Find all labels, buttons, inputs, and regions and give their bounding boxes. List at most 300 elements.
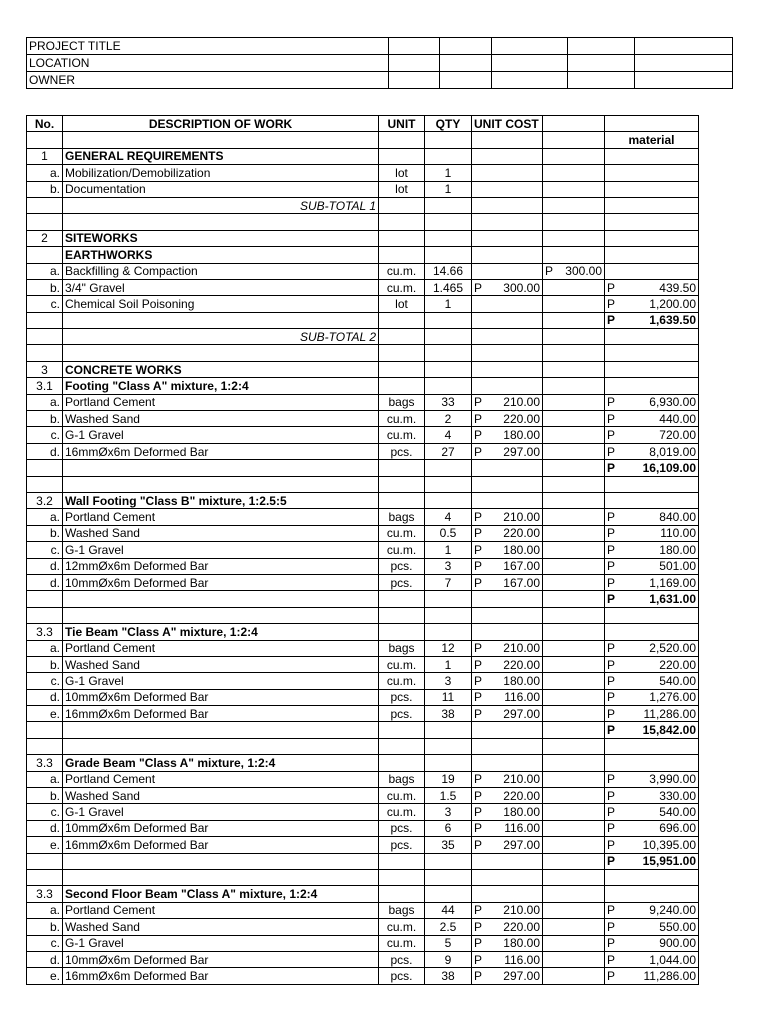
- item-extra-cost[interactable]: [543, 574, 605, 590]
- item-description[interactable]: [63, 853, 379, 869]
- item-material[interactable]: [605, 640, 699, 656]
- item-no[interactable]: b.: [27, 788, 63, 804]
- item-unit-cost[interactable]: [472, 771, 543, 787]
- item-description[interactable]: [63, 460, 379, 476]
- item-extra-cost[interactable]: [543, 869, 605, 885]
- item-description[interactable]: Chemical Soil Poisoning: [63, 296, 379, 312]
- item-material[interactable]: [605, 820, 699, 836]
- item-material[interactable]: [605, 296, 699, 312]
- item-unit-cost[interactable]: [472, 542, 543, 558]
- item-extra-cost[interactable]: [543, 214, 605, 230]
- item-no[interactable]: [27, 312, 63, 328]
- item-material[interactable]: [605, 853, 699, 869]
- item-unit[interactable]: [379, 148, 425, 164]
- item-unit-cost[interactable]: [472, 919, 543, 935]
- item-material[interactable]: [605, 951, 699, 967]
- col-header-unit[interactable]: UNIT: [379, 116, 425, 132]
- item-material[interactable]: [605, 607, 699, 623]
- item-no[interactable]: c.: [27, 804, 63, 820]
- item-extra-cost[interactable]: [543, 411, 605, 427]
- item-extra-cost[interactable]: [543, 968, 605, 984]
- item-unit[interactable]: [379, 869, 425, 885]
- item-no[interactable]: c.: [27, 427, 63, 443]
- item-material[interactable]: [605, 279, 699, 295]
- item-description[interactable]: GENERAL REQUIREMENTS: [63, 148, 379, 164]
- item-qty[interactable]: 5: [425, 935, 472, 951]
- item-unit-cost[interactable]: [472, 197, 543, 213]
- item-extra-cost[interactable]: [543, 673, 605, 689]
- item-unit-cost[interactable]: [472, 706, 543, 722]
- item-material[interactable]: [605, 443, 699, 459]
- item-material[interactable]: [605, 804, 699, 820]
- item-no[interactable]: d.: [27, 951, 63, 967]
- item-no[interactable]: 3: [27, 361, 63, 377]
- item-description[interactable]: [63, 312, 379, 328]
- item-qty[interactable]: [425, 738, 472, 754]
- item-description[interactable]: 10mmØx6m Deformed Bar: [63, 951, 379, 967]
- item-extra-cost[interactable]: [543, 165, 605, 181]
- item-no[interactable]: 3.1: [27, 378, 63, 394]
- item-unit-cost[interactable]: [472, 427, 543, 443]
- item-description[interactable]: 16mmØx6m Deformed Bar: [63, 968, 379, 984]
- item-extra-cost[interactable]: [543, 263, 605, 279]
- item-qty[interactable]: [425, 378, 472, 394]
- item-unit[interactable]: bags: [379, 394, 425, 410]
- col-header-material[interactable]: material: [605, 132, 699, 148]
- item-unit-cost[interactable]: [472, 951, 543, 967]
- item-extra-cost[interactable]: [543, 181, 605, 197]
- item-no[interactable]: [27, 607, 63, 623]
- item-unit-cost[interactable]: [472, 968, 543, 984]
- item-unit[interactable]: cu.m.: [379, 804, 425, 820]
- item-no[interactable]: 3.3: [27, 624, 63, 640]
- item-unit[interactable]: pcs.: [379, 574, 425, 590]
- item-description[interactable]: Wall Footing "Class B" mixture, 1:2.5:5: [63, 492, 379, 508]
- item-description[interactable]: SITEWORKS: [63, 230, 379, 246]
- item-unit[interactable]: lot: [379, 165, 425, 181]
- item-material[interactable]: [605, 525, 699, 541]
- item-unit[interactable]: [379, 607, 425, 623]
- item-description[interactable]: 10mmØx6m Deformed Bar: [63, 820, 379, 836]
- item-qty[interactable]: 4: [425, 509, 472, 525]
- item-description[interactable]: 3/4" Gravel: [63, 279, 379, 295]
- item-extra-cost[interactable]: [543, 345, 605, 361]
- item-unit[interactable]: [379, 460, 425, 476]
- item-unit-cost[interactable]: [472, 574, 543, 590]
- item-unit-cost[interactable]: [472, 820, 543, 836]
- item-extra-cost[interactable]: [543, 279, 605, 295]
- item-unit[interactable]: bags: [379, 640, 425, 656]
- item-description[interactable]: [63, 591, 379, 607]
- item-qty[interactable]: [425, 624, 472, 640]
- item-material[interactable]: [605, 788, 699, 804]
- item-extra-cost[interactable]: [543, 230, 605, 246]
- item-unit[interactable]: [379, 738, 425, 754]
- item-no[interactable]: [27, 738, 63, 754]
- col-header-description[interactable]: DESCRIPTION OF WORK: [63, 116, 379, 132]
- item-qty[interactable]: 7: [425, 574, 472, 590]
- item-qty[interactable]: 0.5: [425, 525, 472, 541]
- item-material[interactable]: [605, 542, 699, 558]
- item-extra-cost[interactable]: [543, 804, 605, 820]
- item-material[interactable]: [605, 673, 699, 689]
- item-extra-cost[interactable]: [543, 443, 605, 459]
- item-unit[interactable]: cu.m.: [379, 542, 425, 558]
- item-material[interactable]: [605, 869, 699, 885]
- item-material[interactable]: [605, 919, 699, 935]
- item-unit[interactable]: pcs.: [379, 689, 425, 705]
- item-extra-cost[interactable]: [543, 329, 605, 345]
- item-no[interactable]: b.: [27, 525, 63, 541]
- item-no[interactable]: [27, 345, 63, 361]
- item-extra-cost[interactable]: [543, 361, 605, 377]
- item-qty[interactable]: 1: [425, 165, 472, 181]
- item-qty[interactable]: [425, 476, 472, 492]
- item-material[interactable]: [605, 755, 699, 771]
- item-unit[interactable]: lot: [379, 181, 425, 197]
- item-unit[interactable]: [379, 345, 425, 361]
- item-material[interactable]: [605, 329, 699, 345]
- item-description[interactable]: 16mmØx6m Deformed Bar: [63, 837, 379, 853]
- item-extra-cost[interactable]: [543, 853, 605, 869]
- item-unit-cost[interactable]: [472, 755, 543, 771]
- item-unit-cost[interactable]: [472, 165, 543, 181]
- item-qty[interactable]: 3: [425, 673, 472, 689]
- item-description[interactable]: 16mmØx6m Deformed Bar: [63, 706, 379, 722]
- item-unit-cost[interactable]: [472, 443, 543, 459]
- item-description[interactable]: 16mmØx6m Deformed Bar: [63, 443, 379, 459]
- item-description[interactable]: 10mmØx6m Deformed Bar: [63, 574, 379, 590]
- col-header-unit-cost[interactable]: UNIT COST: [472, 116, 543, 132]
- item-material[interactable]: [605, 558, 699, 574]
- item-extra-cost[interactable]: [543, 296, 605, 312]
- item-qty[interactable]: [425, 148, 472, 164]
- col-header-extra[interactable]: [543, 116, 605, 132]
- item-qty[interactable]: 3: [425, 804, 472, 820]
- item-no[interactable]: a.: [27, 771, 63, 787]
- item-qty[interactable]: 35: [425, 837, 472, 853]
- item-qty[interactable]: [425, 607, 472, 623]
- item-material[interactable]: [605, 214, 699, 230]
- item-qty[interactable]: 38: [425, 706, 472, 722]
- item-qty[interactable]: [425, 755, 472, 771]
- item-unit[interactable]: bags: [379, 509, 425, 525]
- item-description[interactable]: [63, 476, 379, 492]
- item-qty[interactable]: 4: [425, 427, 472, 443]
- col-header-material-top[interactable]: [605, 116, 699, 132]
- item-material[interactable]: [605, 574, 699, 590]
- item-extra-cost[interactable]: [543, 624, 605, 640]
- item-unit[interactable]: bags: [379, 771, 425, 787]
- item-no[interactable]: [27, 197, 63, 213]
- item-no[interactable]: b.: [27, 656, 63, 672]
- item-no[interactable]: a.: [27, 902, 63, 918]
- col-header-qty[interactable]: QTY: [425, 116, 472, 132]
- item-description[interactable]: Documentation: [63, 181, 379, 197]
- item-unit[interactable]: [379, 476, 425, 492]
- item-extra-cost[interactable]: [543, 558, 605, 574]
- item-qty[interactable]: [425, 312, 472, 328]
- item-unit[interactable]: [379, 214, 425, 230]
- item-qty[interactable]: 33: [425, 394, 472, 410]
- item-description[interactable]: G-1 Gravel: [63, 935, 379, 951]
- item-material[interactable]: [605, 706, 699, 722]
- item-unit[interactable]: [379, 247, 425, 263]
- item-qty[interactable]: 27: [425, 443, 472, 459]
- item-description[interactable]: Tie Beam "Class A" mixture, 1:2:4: [63, 624, 379, 640]
- item-material[interactable]: [605, 197, 699, 213]
- item-unit[interactable]: [379, 361, 425, 377]
- item-qty[interactable]: 1.5: [425, 788, 472, 804]
- item-extra-cost[interactable]: [543, 312, 605, 328]
- item-unit-cost[interactable]: [472, 853, 543, 869]
- item-qty[interactable]: 2: [425, 411, 472, 427]
- item-qty[interactable]: 11: [425, 689, 472, 705]
- item-unit-cost[interactable]: [472, 312, 543, 328]
- item-extra-cost[interactable]: [543, 378, 605, 394]
- item-unit[interactable]: [379, 492, 425, 508]
- item-no[interactable]: b.: [27, 411, 63, 427]
- item-description[interactable]: [63, 738, 379, 754]
- item-no[interactable]: e.: [27, 968, 63, 984]
- item-unit-cost[interactable]: [472, 296, 543, 312]
- item-unit[interactable]: pcs.: [379, 706, 425, 722]
- item-material[interactable]: [605, 722, 699, 738]
- item-extra-cost[interactable]: [543, 394, 605, 410]
- item-unit-cost[interactable]: [472, 788, 543, 804]
- item-no[interactable]: [27, 460, 63, 476]
- item-unit[interactable]: [379, 230, 425, 246]
- item-unit[interactable]: pcs.: [379, 951, 425, 967]
- item-unit[interactable]: [379, 378, 425, 394]
- item-unit[interactable]: [379, 722, 425, 738]
- item-no[interactable]: [27, 329, 63, 345]
- item-unit[interactable]: [379, 886, 425, 902]
- item-no[interactable]: a.: [27, 509, 63, 525]
- item-extra-cost[interactable]: [543, 542, 605, 558]
- item-material[interactable]: [605, 427, 699, 443]
- item-unit[interactable]: cu.m.: [379, 279, 425, 295]
- item-qty[interactable]: 9: [425, 951, 472, 967]
- item-description[interactable]: 12mmØx6m Deformed Bar: [63, 558, 379, 574]
- item-unit[interactable]: cu.m.: [379, 919, 425, 935]
- item-unit-cost[interactable]: [472, 935, 543, 951]
- item-unit[interactable]: cu.m.: [379, 411, 425, 427]
- item-no[interactable]: [27, 853, 63, 869]
- item-qty[interactable]: [425, 197, 472, 213]
- item-qty[interactable]: [425, 230, 472, 246]
- item-description[interactable]: [63, 869, 379, 885]
- item-qty[interactable]: [425, 869, 472, 885]
- item-material[interactable]: [605, 689, 699, 705]
- item-description[interactable]: Footing "Class A" mixture, 1:2:4: [63, 378, 379, 394]
- item-description[interactable]: G-1 Gravel: [63, 673, 379, 689]
- item-description[interactable]: G-1 Gravel: [63, 427, 379, 443]
- item-qty[interactable]: [425, 214, 472, 230]
- item-material[interactable]: [605, 361, 699, 377]
- item-no[interactable]: b.: [27, 279, 63, 295]
- item-material[interactable]: [605, 165, 699, 181]
- item-unit[interactable]: cu.m.: [379, 656, 425, 672]
- item-no[interactable]: [27, 476, 63, 492]
- item-no[interactable]: 2: [27, 230, 63, 246]
- item-unit-cost[interactable]: [472, 214, 543, 230]
- item-no[interactable]: e.: [27, 837, 63, 853]
- item-description[interactable]: Portland Cement: [63, 902, 379, 918]
- item-qty[interactable]: 1: [425, 296, 472, 312]
- project-title-label[interactable]: PROJECT TITLE: [27, 38, 389, 55]
- item-unit-cost[interactable]: [472, 460, 543, 476]
- item-no[interactable]: a.: [27, 640, 63, 656]
- item-material[interactable]: [605, 771, 699, 787]
- item-extra-cost[interactable]: [543, 919, 605, 935]
- item-extra-cost[interactable]: [543, 886, 605, 902]
- item-qty[interactable]: [425, 329, 472, 345]
- item-description[interactable]: [63, 722, 379, 738]
- item-unit[interactable]: [379, 755, 425, 771]
- item-extra-cost[interactable]: [543, 460, 605, 476]
- item-material[interactable]: [605, 476, 699, 492]
- item-material[interactable]: [605, 935, 699, 951]
- item-material[interactable]: [605, 181, 699, 197]
- item-no[interactable]: 3.2: [27, 492, 63, 508]
- item-unit-cost[interactable]: [472, 558, 543, 574]
- item-no[interactable]: c.: [27, 296, 63, 312]
- item-unit-cost[interactable]: [472, 148, 543, 164]
- item-description[interactable]: Portland Cement: [63, 771, 379, 787]
- item-unit[interactable]: [379, 329, 425, 345]
- item-no[interactable]: 3.3: [27, 755, 63, 771]
- item-unit-cost[interactable]: [472, 411, 543, 427]
- item-unit-cost[interactable]: [472, 492, 543, 508]
- item-material[interactable]: [605, 247, 699, 263]
- item-unit-cost[interactable]: [472, 607, 543, 623]
- item-material[interactable]: [605, 591, 699, 607]
- item-extra-cost[interactable]: [543, 820, 605, 836]
- item-qty[interactable]: [425, 853, 472, 869]
- item-unit-cost[interactable]: [472, 738, 543, 754]
- item-description[interactable]: Portland Cement: [63, 509, 379, 525]
- item-no[interactable]: d.: [27, 689, 63, 705]
- item-qty[interactable]: [425, 361, 472, 377]
- item-unit[interactable]: pcs.: [379, 968, 425, 984]
- item-qty[interactable]: [425, 345, 472, 361]
- item-material[interactable]: [605, 263, 699, 279]
- item-unit-cost[interactable]: [472, 279, 543, 295]
- item-extra-cost[interactable]: [543, 837, 605, 853]
- item-unit[interactable]: [379, 197, 425, 213]
- item-description[interactable]: [63, 214, 379, 230]
- item-extra-cost[interactable]: [543, 525, 605, 541]
- item-unit[interactable]: cu.m.: [379, 673, 425, 689]
- item-description[interactable]: Washed Sand: [63, 788, 379, 804]
- item-extra-cost[interactable]: [543, 706, 605, 722]
- item-no[interactable]: a.: [27, 263, 63, 279]
- item-qty[interactable]: 14.66: [425, 263, 472, 279]
- item-description[interactable]: CONCRETE WORKS: [63, 361, 379, 377]
- item-unit[interactable]: cu.m.: [379, 788, 425, 804]
- item-qty[interactable]: 2.5: [425, 919, 472, 935]
- item-description[interactable]: Portland Cement: [63, 394, 379, 410]
- item-qty[interactable]: 38: [425, 968, 472, 984]
- item-material[interactable]: [605, 345, 699, 361]
- item-unit[interactable]: bags: [379, 902, 425, 918]
- item-unit-cost[interactable]: [472, 230, 543, 246]
- item-unit-cost[interactable]: [472, 361, 543, 377]
- item-unit-cost[interactable]: [472, 902, 543, 918]
- item-no[interactable]: b.: [27, 181, 63, 197]
- item-qty[interactable]: 44: [425, 902, 472, 918]
- item-qty[interactable]: 1: [425, 542, 472, 558]
- item-no[interactable]: c.: [27, 542, 63, 558]
- item-description[interactable]: Washed Sand: [63, 411, 379, 427]
- item-unit-cost[interactable]: [472, 345, 543, 361]
- item-no[interactable]: [27, 247, 63, 263]
- item-description[interactable]: [63, 345, 379, 361]
- item-qty[interactable]: 1: [425, 656, 472, 672]
- item-description[interactable]: [63, 607, 379, 623]
- item-unit-cost[interactable]: [472, 378, 543, 394]
- item-no[interactable]: d.: [27, 820, 63, 836]
- item-qty[interactable]: 12: [425, 640, 472, 656]
- item-unit-cost[interactable]: [472, 525, 543, 541]
- item-qty[interactable]: [425, 247, 472, 263]
- col-header-no[interactable]: No.: [27, 116, 63, 132]
- item-no[interactable]: b.: [27, 919, 63, 935]
- item-extra-cost[interactable]: [543, 476, 605, 492]
- item-qty[interactable]: 3: [425, 558, 472, 574]
- item-extra-cost[interactable]: [543, 738, 605, 754]
- item-material[interactable]: [605, 837, 699, 853]
- item-material[interactable]: [605, 411, 699, 427]
- item-material[interactable]: [605, 902, 699, 918]
- item-extra-cost[interactable]: [543, 640, 605, 656]
- item-extra-cost[interactable]: [543, 591, 605, 607]
- item-unit-cost[interactable]: [472, 509, 543, 525]
- item-no[interactable]: c.: [27, 935, 63, 951]
- item-extra-cost[interactable]: [543, 607, 605, 623]
- item-description[interactable]: Second Floor Beam "Class A" mixture, 1:2:4: [63, 886, 379, 902]
- location-label[interactable]: LOCATION: [27, 55, 389, 72]
- item-unit[interactable]: cu.m.: [379, 263, 425, 279]
- item-unit-cost[interactable]: [472, 722, 543, 738]
- item-description[interactable]: 10mmØx6m Deformed Bar: [63, 689, 379, 705]
- item-unit[interactable]: pcs.: [379, 443, 425, 459]
- item-description[interactable]: Washed Sand: [63, 919, 379, 935]
- item-qty[interactable]: 1: [425, 181, 472, 197]
- item-material[interactable]: [605, 509, 699, 525]
- item-no[interactable]: a.: [27, 165, 63, 181]
- item-unit-cost[interactable]: [472, 804, 543, 820]
- item-material[interactable]: [605, 492, 699, 508]
- item-unit[interactable]: pcs.: [379, 837, 425, 853]
- item-extra-cost[interactable]: [543, 656, 605, 672]
- item-extra-cost[interactable]: [543, 148, 605, 164]
- item-description[interactable]: Washed Sand: [63, 656, 379, 672]
- item-qty[interactable]: 19: [425, 771, 472, 787]
- item-unit-cost[interactable]: [472, 591, 543, 607]
- item-no[interactable]: [27, 591, 63, 607]
- item-qty[interactable]: [425, 886, 472, 902]
- item-unit[interactable]: [379, 624, 425, 640]
- item-qty[interactable]: [425, 460, 472, 476]
- item-unit-cost[interactable]: [472, 263, 543, 279]
- item-unit-cost[interactable]: [472, 689, 543, 705]
- item-description[interactable]: SUB-TOTAL 2: [63, 329, 379, 345]
- item-extra-cost[interactable]: [543, 755, 605, 771]
- item-description[interactable]: G-1 Gravel: [63, 542, 379, 558]
- item-no[interactable]: [27, 869, 63, 885]
